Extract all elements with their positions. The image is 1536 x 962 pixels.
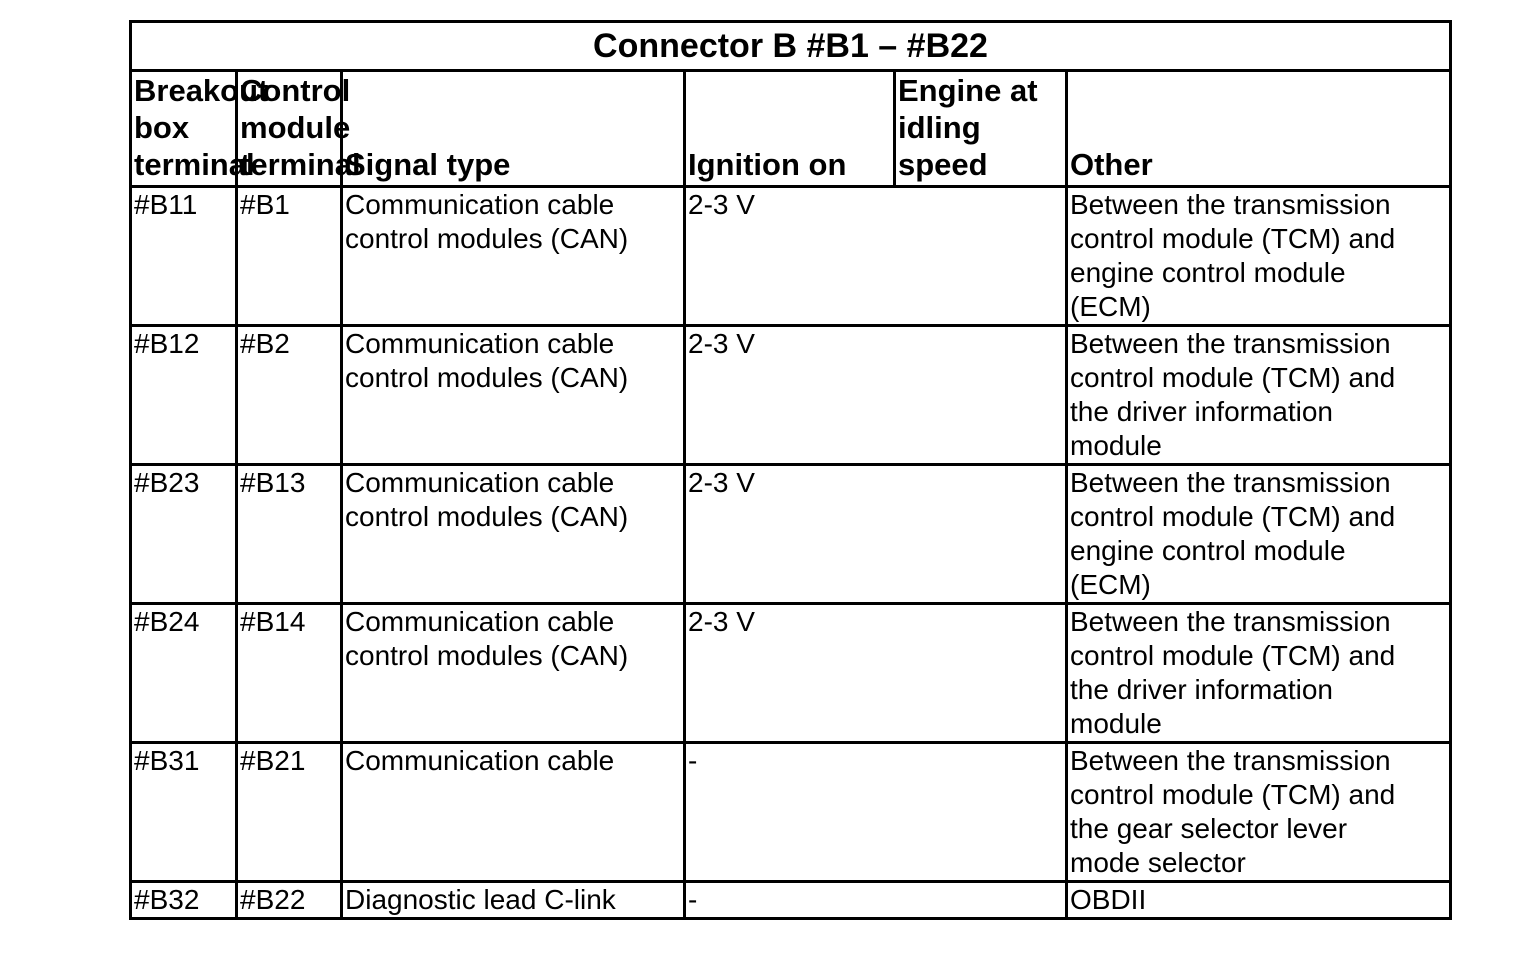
table-row (131, 604, 1451, 743)
value-cell: 2-3 V (685, 187, 1067, 326)
signal-type-cell-line: control modules (CAN) (345, 223, 629, 254)
control-terminal-cell: #B21 (237, 743, 342, 882)
value-cell: 2-3 V (685, 604, 1067, 743)
signal-type-cell-line: Communication cable (345, 467, 615, 498)
table-row (131, 743, 1451, 882)
header-engine (895, 71, 1067, 187)
header-breakout (131, 71, 269, 187)
other-cell-line: control module (TCM) and (1070, 362, 1396, 393)
breakout-terminal-cell: #B32 (131, 882, 237, 919)
header-engine-line: Engine at (898, 73, 1038, 108)
other-cell-line: control module (TCM) and (1070, 779, 1396, 810)
signal-type-cell (342, 465, 685, 604)
control-terminal-cell: #B14 (237, 604, 342, 743)
header-control (237, 71, 361, 187)
signal-type-cell (342, 326, 685, 465)
header-engine-line: idling (898, 110, 981, 145)
other-cell (1067, 743, 1451, 882)
header-other: Other (1067, 71, 1451, 187)
header-engine-line: speed (898, 147, 988, 182)
header-control-line: terminal (240, 147, 361, 182)
signal-type-cell-line: control modules (CAN) (345, 640, 629, 671)
other-cell-line: module (1070, 708, 1162, 739)
other-cell (1067, 604, 1451, 743)
breakout-terminal-cell: #B31 (131, 743, 237, 882)
other-cell-line: mode selector (1070, 847, 1246, 878)
other-cell-line: (ECM) (1070, 569, 1151, 600)
value-cell: 2-3 V (685, 326, 1067, 465)
signal-type-cell (342, 187, 685, 326)
other-cell-line: the driver information (1070, 674, 1334, 705)
header-breakout-line: Breakout (134, 73, 269, 108)
table-row (131, 465, 1451, 604)
value-cell: - (685, 743, 1067, 882)
other-cell-line: Between the transmission (1070, 189, 1391, 220)
other-cell (1067, 882, 1451, 919)
signal-type-cell-line: Diagnostic lead C-link (345, 884, 616, 915)
signal-type-cell-line: control modules (CAN) (345, 501, 629, 532)
header-breakout-line: box (134, 110, 190, 145)
breakout-terminal-cell: #B12 (131, 326, 237, 465)
signal-type-cell-line: Communication cable (345, 745, 615, 776)
value-cell: - (685, 882, 1067, 919)
table-title: Connector B #B1 – #B22 (131, 22, 1451, 71)
other-cell-line: engine control module (1070, 535, 1346, 566)
signal-type-cell-line: control modules (CAN) (345, 362, 629, 393)
other-cell-line: control module (TCM) and (1070, 223, 1396, 254)
other-cell-line: engine control module (1070, 257, 1346, 288)
signal-type-cell-line: Communication cable (345, 328, 615, 359)
signal-type-cell (342, 882, 685, 919)
table-row (131, 187, 1451, 326)
header-control-line: Control (240, 73, 351, 108)
other-cell-line: the driver information (1070, 396, 1334, 427)
other-cell-line: Between the transmission (1070, 467, 1391, 498)
header-row (131, 71, 1451, 187)
control-terminal-cell: #B2 (237, 326, 342, 465)
control-terminal-cell: #B13 (237, 465, 342, 604)
value-cell: 2-3 V (685, 465, 1067, 604)
other-cell (1067, 465, 1451, 604)
header-breakout-line: terminal (134, 147, 255, 182)
other-cell-line: (ECM) (1070, 291, 1151, 322)
other-cell-line: Between the transmission (1070, 606, 1391, 637)
breakout-terminal-cell: #B24 (131, 604, 237, 743)
other-cell-line: control module (TCM) and (1070, 501, 1396, 532)
other-cell-line: OBDII (1070, 884, 1147, 915)
other-cell-line: Between the transmission (1070, 328, 1391, 359)
other-cell-line: control module (TCM) and (1070, 640, 1396, 671)
other-cell (1067, 326, 1451, 465)
signal-type-cell (342, 604, 685, 743)
signal-type-cell (342, 743, 685, 882)
other-cell-line: Between the transmission (1070, 745, 1391, 776)
breakout-terminal-cell: #B23 (131, 465, 237, 604)
other-cell (1067, 187, 1451, 326)
breakout-terminal-cell: #B11 (131, 187, 237, 326)
other-cell-line: the gear selector lever (1070, 813, 1348, 844)
header-signal: Signal type (342, 71, 685, 187)
connector-table (129, 20, 1452, 920)
other-cell-line: module (1070, 430, 1162, 461)
signal-type-cell-line: Communication cable (345, 606, 615, 637)
control-terminal-cell: #B1 (237, 187, 342, 326)
table-row (131, 326, 1451, 465)
table-row (131, 882, 1451, 919)
signal-type-cell-line: Communication cable (345, 189, 615, 220)
header-ignition: Ignition on (685, 71, 895, 187)
header-control-line: module (240, 110, 351, 145)
control-terminal-cell: #B22 (237, 882, 342, 919)
